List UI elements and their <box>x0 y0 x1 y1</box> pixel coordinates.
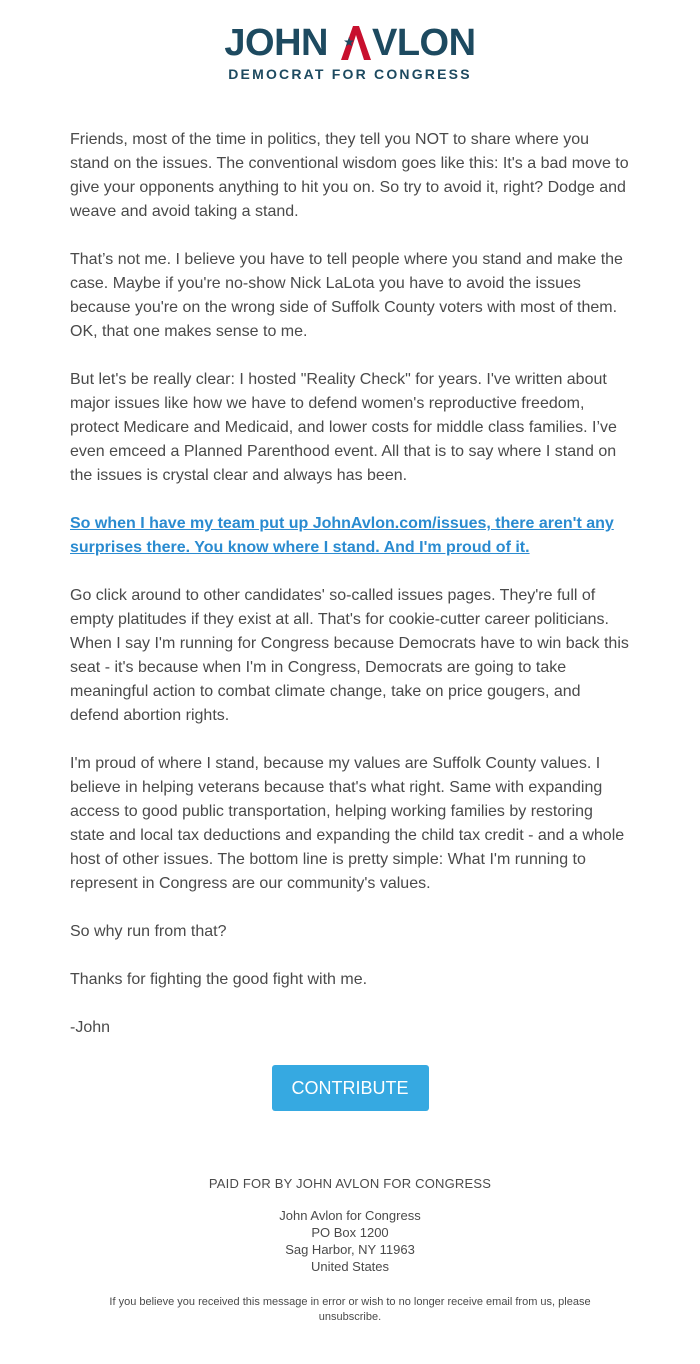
paragraph: Go click around to other candidates' so-called issues pages. They're full of empty platitudes if they exist at all. That's for cookie-cutter career politicians. When I say I'm running for Congress because Democrats have to win back this seat - it's because when I'm in Congress, Democrats are going to take meaningful action to combat climate change, take on price gougers, and defend abortion rights. <box>70 587 629 724</box>
paragraph: So why run from that? <box>70 923 227 940</box>
issues-link-paragraph <box>70 512 632 560</box>
paid-for-disclaimer: PAID FOR BY JOHN AVLON FOR CONGRESS <box>208 1176 492 1191</box>
email-body <box>70 128 632 1064</box>
paragraph: Friends, most of the time in politics, they tell you NOT to share where you stand on the issues. The conventional wisdom goes like this: It's a bad move to give your opponents anything to hit you on. So try to avoid it, right? Dodge and weave and avoid taking a stand. <box>70 131 629 220</box>
unsubscribe-notice: If you believe you received this message in error or wish to no longer receive email from us, please unsubscribe. <box>109 1296 591 1323</box>
paragraph: But let's be really clear: I hosted "Reality Check" for years. I've written about major issues like how we have to defend women's reproductive freedom, protect Medicare and Medicaid, and lower costs for middle class families. I’ve even emceed a Planned Parenthood event. All that is to say where I stand on the issues is crystal clear and always has been. <box>70 371 617 484</box>
logo-name-last: VLON <box>372 22 476 64</box>
logo-star-a-icon <box>341 26 371 60</box>
address-line: John Avlon for Congress <box>279 1208 421 1223</box>
paragraph: Thanks for fighting the good fight with me. <box>70 971 368 988</box>
mailing-address <box>0 1207 700 1275</box>
contribute-button[interactable]: CONTRIBUTE <box>272 1065 429 1111</box>
address-line: Sag Harbor, NY 11963 <box>285 1242 415 1257</box>
footer <box>0 1175 700 1325</box>
cta-container <box>0 1065 700 1111</box>
issues-page-link[interactable]: So when I have my team put up JohnAvlon.com/issues, there aren't any surprises there. You know where I stand. And I'm proud of it. <box>70 515 614 556</box>
signature: -John <box>70 1019 111 1036</box>
address-line: PO Box 1200 <box>311 1225 389 1240</box>
campaign-logo <box>0 24 700 84</box>
unsubscribe-link[interactable]: unsubscribe <box>318 1311 379 1323</box>
logo-wordmark <box>224 24 475 62</box>
address-line: United States <box>310 1259 390 1274</box>
paragraph: I'm proud of where I stand, because my values are Suffolk County values. I believe in helping veterans because that's what right. Same with expanding access to good public transportation, helping working families by restoring state and local tax deductions and expanding the child tax credit - and a whole host of other issues. The bottom line is pretty simple: What I'm running to represent in Congress are our community's values. <box>70 755 625 892</box>
disclaimer-text: If you believe you received this message in error or wish to no longer receive email from us, please <box>109 1296 591 1308</box>
logo-name-first: JOHN <box>224 22 328 64</box>
paragraph: That’s not me. I believe you have to tell people where you stand and make the case. Maybe if you're no-show Nick LaLota you have to avoid the issues because you're on the wrong side of Suffolk County voters with most of them. OK, that one makes sense to me. <box>70 251 623 340</box>
logo-subtitle: DEMOCRAT FOR CONGRESS <box>228 66 472 82</box>
